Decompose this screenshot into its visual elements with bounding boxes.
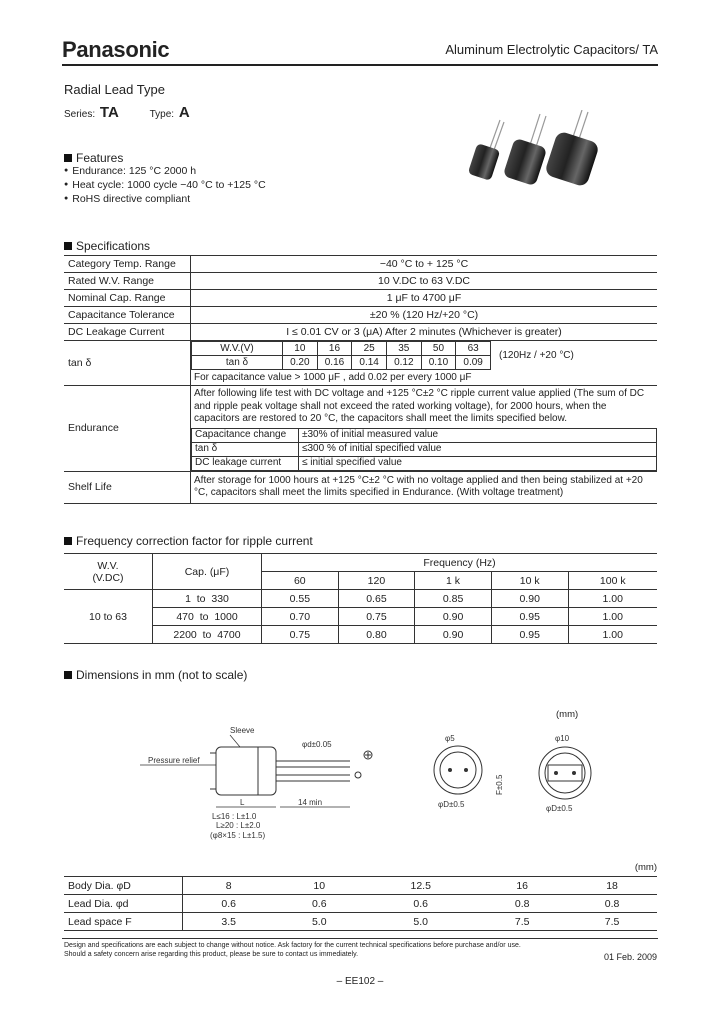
page-subtitle: Radial Lead Type [64, 82, 165, 97]
tan-delta-note: For capacitance value > 1000 μF , add 0.02 per every 1000 μF [194, 372, 472, 383]
bullet-square-icon [64, 671, 72, 679]
table-unit: (mm) [634, 862, 657, 873]
type-label: Type: [149, 109, 175, 120]
f05-label: F±0.5 [495, 774, 504, 795]
endurance-text: After following life test with DC voltage and +125 °C±2 °C ripple current value applied (The sum of DC and ripple peak voltage shall not exceed the rated working voltage), for 2000 hours, when the capacitors are restored to 20 °C, the capacitors shall meet the limits specified below. [194, 388, 645, 424]
tan-delta-table: W.V.(V) 10 16 25 35 50 63 tan δ 0.20 0.16 0.14 0.12 0.10 0.09 [191, 341, 491, 370]
table-row: DC Leakage Current I ≤ 0.01 CV or 3 (μA) After 2 minutes (Whichever is greater) [64, 324, 657, 341]
shelf-life-text: After storage for 1000 hours at +125 °C±2 °C with no voltage applied and then being stabilized at +20 °C, capacitors shall meet the limits specified in Endurance. (With voltage treatment) [191, 471, 658, 503]
table-row: Nominal Cap. Range 1 μF to 4700 μF [64, 290, 657, 307]
tan-delta-condition: (120Hz / +20 °C) [499, 350, 574, 361]
frequency-heading: Frequency correction factor for ripple current [64, 534, 313, 548]
table-row: Category Temp. Range −40 °C to + 125 °C [64, 256, 657, 273]
type-value: A [178, 104, 190, 121]
lead-dia-label: φd±0.05 [302, 740, 332, 749]
table-row: Rated W.V. Range 10 V.DC to 63 V.DC [64, 273, 657, 290]
feature-item: ● RoHS directive compliant [64, 192, 266, 206]
feature-item: ● Endurance: 125 °C 2000 h [64, 164, 266, 178]
cond3-label: (φ8×15 : L±1.5) [210, 831, 266, 840]
table-row: 60 120 1 k 10 k 100 k [64, 572, 657, 590]
pressure-relief-label: Pressure relief [148, 756, 200, 765]
drawing-unit: (mm) [556, 709, 579, 720]
dia10-label: φ10 [555, 734, 570, 743]
bullet-square-icon [64, 537, 72, 545]
issue-date: 01 Feb. 2009 [603, 952, 657, 962]
dia5-label: φ5 [445, 734, 455, 743]
cond2-label: L≥20 : L±2.0 [216, 821, 261, 830]
table-row [64, 471, 657, 503]
table-row: 470 to 1000 0.70 0.75 0.90 0.95 1.00 [64, 608, 657, 626]
brand-logo: Panasonic [62, 37, 170, 62]
footer-notice: Design and specifications are each subject to change without notice. Ask factory for the current technical specifications before purchase and/or use. Should a safety concern arise regarding this product, please be sure to contact us immediately. [64, 942, 521, 958]
table-row [64, 341, 657, 386]
features-heading: Features [64, 151, 123, 165]
footer-rule [62, 938, 658, 939]
series-label: Series: [64, 109, 96, 120]
dimensions-heading: Dimensions in mm (not to scale) [64, 668, 247, 682]
bullet-square-icon [64, 242, 72, 250]
page-number: – EE102 – [336, 976, 384, 987]
header-rule [62, 64, 658, 66]
table-row: Capacitance Tolerance ±20 % (120 Hz/+20 °C) [64, 307, 657, 324]
table-row: Lead Dia. φd 0.6 0.6 0.6 0.8 0.8 [64, 895, 657, 913]
length-l-label: L [240, 798, 245, 807]
capacitor-photo [460, 110, 610, 190]
series-value: TA [99, 104, 119, 121]
d05b-label: φD±0.5 [546, 804, 573, 813]
table-row [64, 386, 657, 472]
table-row: 10 to 63 1 to 330 0.55 0.65 0.85 0.90 1.00 [64, 590, 657, 608]
endurance-limits-table: Capacitance change ±30% of initial measured value tan δ ≤300 % of initial specified value DC leakage current ≤ initial specified value [191, 428, 657, 471]
specifications-heading: Specifications [64, 239, 150, 253]
d05-label: φD±0.5 [438, 800, 465, 809]
table-row: Lead space F 3.5 5.0 5.0 7.5 7.5 [64, 913, 657, 931]
frequency-table [64, 553, 657, 644]
cond1-label: L≤16 : L±1.0 [212, 812, 257, 821]
bullet-square-icon [64, 154, 72, 162]
sleeve-label: Sleeve [230, 726, 255, 735]
table-row: Body Dia. φD 8 10 12.5 16 18 [64, 877, 657, 895]
feature-item: ● Heat cycle: 1000 cycle −40 °C to +125 °C [64, 178, 266, 192]
table-row: 2200 to 4700 0.75 0.80 0.90 0.95 1.00 [64, 626, 657, 644]
series-line [64, 104, 190, 121]
length-min-label: 14 min [298, 798, 323, 807]
table-row: W.V. (V.DC) Cap. (μF) Frequency (Hz) [64, 554, 657, 572]
dimension-drawing [140, 725, 660, 845]
document-title: Aluminum Electrolytic Capacitors/ TA [445, 42, 658, 57]
tan-delta-label: tan δ [64, 341, 191, 386]
shelf-life-label: Shelf Life [64, 471, 191, 503]
features-list [64, 164, 266, 206]
specifications-table [64, 255, 657, 504]
dimensions-table [64, 876, 657, 931]
endurance-label: Endurance [64, 386, 191, 472]
